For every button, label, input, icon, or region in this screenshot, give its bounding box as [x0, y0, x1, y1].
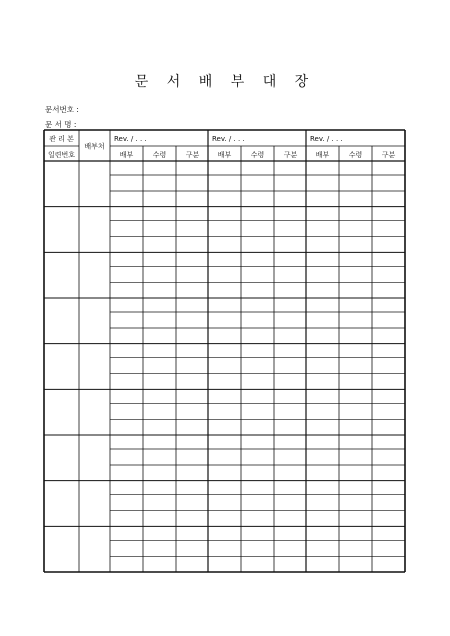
sub-header: 배부: [119, 151, 134, 159]
document-title: 문 서 배 부 대 장: [134, 74, 316, 90]
rev-label: Rev. / . . .: [310, 135, 343, 143]
distribution-label: 배부처: [84, 142, 105, 151]
sub-header: 구분: [185, 151, 200, 159]
rev-label: Rev. / . . .: [114, 135, 147, 143]
mgmt-label: 관 리 본: [49, 135, 74, 143]
doc-name-label: 문 서 명 :: [45, 120, 77, 129]
sub-header: 구분: [283, 151, 298, 159]
doc-number-label: 문서번호 :: [45, 105, 79, 114]
sub-header: 수령: [152, 151, 167, 159]
sub-header: 구분: [381, 151, 396, 159]
sub-header: 배부: [217, 151, 232, 159]
sub-header: 수령: [348, 151, 363, 159]
serial-label: 일련번호: [47, 151, 76, 159]
rev-label: Rev. / . . .: [212, 135, 245, 143]
sub-header: 수령: [250, 151, 265, 159]
sub-header: 배부: [315, 151, 330, 159]
